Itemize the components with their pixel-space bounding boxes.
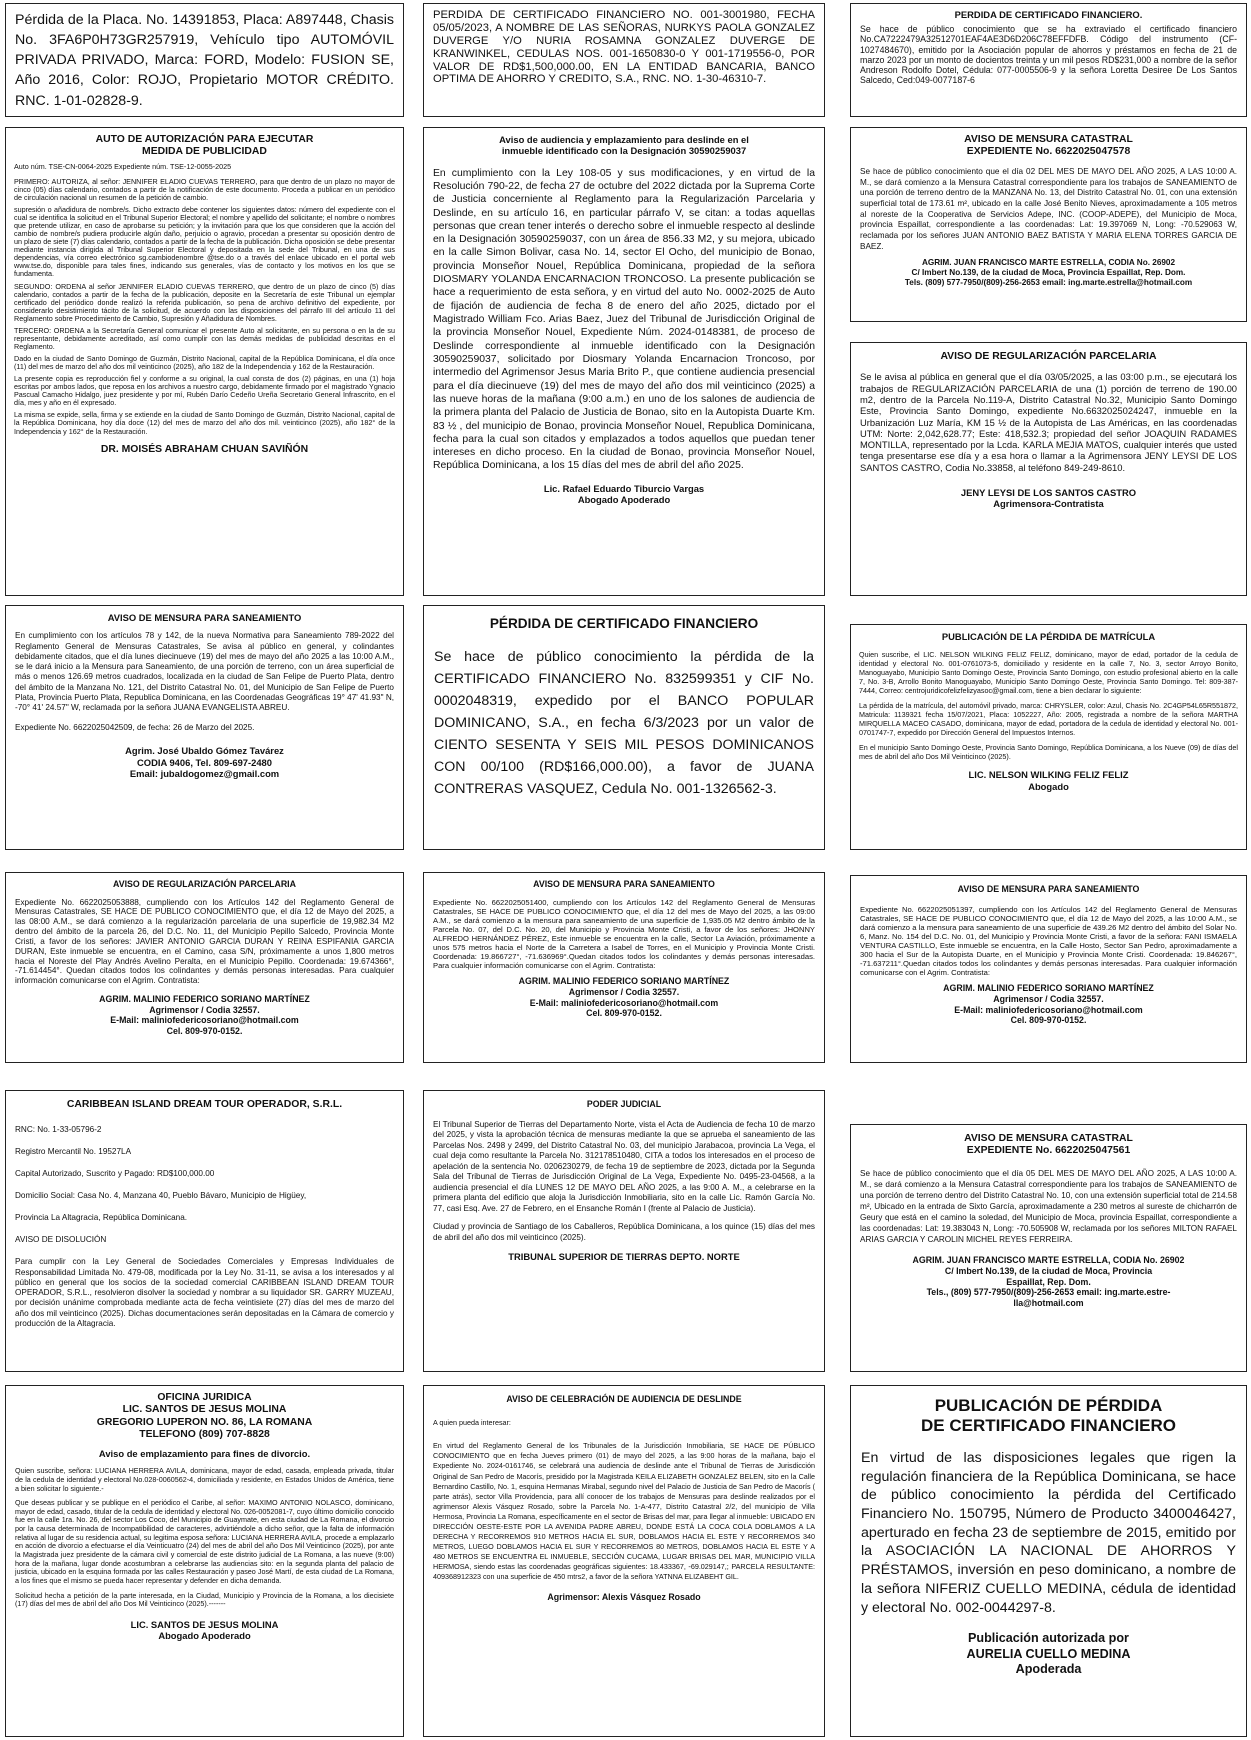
ad-signature: AGRIM. MALINIO FEDERICO SORIANO MARTÍNEZ Agrimensor / Codia 32557. E-Mail: maliniofedericosoriano@hotmail.com Cel. 809-970-0152. [943,983,1154,1026]
ad-paragraph: Solicitud hecha a petición de la parte interesada, en la Ciudad, Municipio y Provincia de la Romana, a los diecisiete (17) días del mes de abril del año Dos Mil Veinticinco (2025).------- [15,1590,394,1609]
ad-body: Se hace de público conocimiento la pérdida de la CERTIFICADO FINANCIERO No. 832599351 y CIF No. 0002048319, expedido por el BANCO POPULAR DOMINICANO, S.A., en fecha 6/3/2023 por un valor de CIENTO SESENTA Y SEIS MIL PESOS DOMINICANOS CON 00/100 (RD$166,000.00), a favor de JUANA CONTRERAS VASQUEZ, Cedula No. 001-1326562-3. [434,649,814,798]
ad-signature: DR. MOISÉS ABRAHAM CHUAN SAVIÑÓN [100,443,309,455]
ad-paragraph: SEGUNDO: ORDENA al señor JENNIFER ELADIO CUEVAS TERRERO, que dentro de un plazo de cinco (5) días calendario, contados a partir de la fecha de la publicación, deposite en la Secretaría de este Tribunal un ejemplar certificado del periódico donde realizó la referida publicación, so pena de archivo definitivo del expediente, por considerarlo desistimiento tácito de la solicitud, de acuerdo con las disposiciones del párrafo III del artículo 11 del Reglamento sobre Procedimiento de Cambio, Supresión y Añadidura de Nombres. [14,281,395,323]
ad-title: PÉRDIDA DE CERTIFICADO FINANCIERO [489,616,759,631]
ad-signature: Lic. Rafael Eduardo Tiburcio Vargas Abogado Apoderado [543,482,705,506]
ad-body: En cumplimiento con los artículos 78 y 142, de la nueva Normativa para Saneamiento 789-2022 del Reglamento General de Mensuras Catastrales, Se avisa al público en general, y colindantes debidamente citados, que el día lunes diecinueve (19) del mes de mayo del año 2025 a las 10:00 A.M., se le dará inicio a la Mensura para Saneamiento, de una porción de terreno, con un área superficial de más o menos 126.69 metros cuadrados, localizada en la ciudad de San Felipe de Puerto Plata, dentro del ámbito de la Manzana No. 121, del Distrito Catastral No. 01, del Municipio de San Felipe de Puerto Plata, Provincia Puerto Plata, Republica Dominicana, en las Coordenadas Geográficas 19° 47' 41.93" N, -70° 41' 24.57" W, reclamada por la señora JUANA EVANGELISTA ABREU. [15,631,394,713]
ad-signature: JENY LEYSI DE LOS SANTOS CASTRO Agrimensora-Contratista [960,487,1137,510]
ad-title: PERDIDA DE CERTIFICADO FINANCIERO. [954,9,1143,20]
ad-paragraph: supresión o añadidura de nombre/s. Dicho extracto debe contener los siguientes datos: número del expediente con el cual se identifica la solicitud en el Tribunal Superior Electoral; el nombre y apellido del solicitante; el nombre o nombres que pretende utilizar, en caso de aprobarse su petición; y la invitación para que los que consideren que la acción del cambio de nombre/s pudiera producirle algún daño, perjuicio o agravio, procedan a presentar su oposición dentro de un plazo de siete (7) días calendario, contados a partir de la fecha de la publicación. Dicha oposición se debe presentar mediante instancia dirigida al Tribunal Superior Electoral y depositada en la sede del Tribunal, en una de sus dependencias, vía correo electrónico sg.cambiodenombre @tse.do o a través del enlace ubicado en el portal web www.tse.do, disponible para tales fines, indicando sus generales, vías de contacto y los motivos en los que se fundamenta. [14,204,395,279]
ad-hearing-notice-deslinde [423,127,825,596]
ad-paragraph: Dado en la ciudad de Santo Domingo de Guzmán, Distrito Nacional, capital de la República Dominicana, el día once (11) del mes de marzo del año dos mil veinticinco (2025), año 182 de la Independencia y 162 de la Restauración. [14,354,395,372]
ad-title: PODER JUDICIAL [586,1099,662,1109]
ad-title: AVISO DE MENSURA CATASTRAL EXPEDIENTE No. 6622025047561 [964,1133,1133,1157]
ad-sanitation-survey-1 [5,605,404,850]
ad-license-plate-loss [5,3,404,117]
ad-greeting: A quien pueda interesar: [433,1417,511,1427]
ad-signature: LIC. SANTOS DE JESUS MOLINA Abogado Apoderado [130,1618,279,1642]
ad-paragraph: TERCERO: ORDENA a la Secretaría General comunicar el presente Auto al solicitante, en su persona o en la de su representante, debidamente acreditado, así como cumplir con las demás medidas de publicidad descritas en el Reglamento. [14,325,395,351]
ad-body: El Tribunal Superior de Tierras del Departamento Norte, vista el Acta de Audiencia de fecha 10 de marzo del 2025, y vista la aprobación técnica de mensuras mediante la que se aprueba el saneamiento de las Parcelas Nos. 2498 y 2499, del Distrito Catastral No. 03, del municipio Jarabacoa, provincia La Vega, el cual deja como resultante la Parcela No. 312178510480, CITA a todos los interesados en el proceso de apelación de la sentencia No. 0206230279, de fecha 19 de septiembre de 2023, dictada por la Segunda Sala del Tribunal de Tierras de Jurisdicción Original de La Vega, Expediente No. 0495-23-04568, a la audiencia presencial el día LUNES 12 DE MAYO DEL AÑO 2025, a las 9:00 A. M., a celebrarse en la primera planta del edificio que aloja la Jurisdicción Inmobiliaria, sito en la calle Lic. Ramón García No. 77, casi Esq. Ave. 27 de Febrero, en el Ensanche Román I (frente al Palacio de Justicia). [433,1119,815,1213]
ad-parcel-regularization-2 [5,872,404,1063]
ad-financial-certificate-loss-2 [850,3,1247,117]
ad-body: Se hace de público conocimiento que el día 05 DEL MES DE MAYO DEL AÑO 2025, A LAS 10:00 A. M., se dará comienzo a la Mensura Catastral correspondiente para los trabajos de SANEAMIENTO de una porción de terreno dentro del Distrito Catastral No. 10, con una extensión superficial total de 214.58 m², Ubicado en la entrada de Sixto García, aproximadamente a 230 metros al sureste de chicharrón de Geury que está en el camino la soledad, del Municipio de Moca, provincia Espaillat, correspondiente a las coordenadas: Lat: 19.383043 N, Long: -70.505908 W, reclamada por los señores MILTON RAFAEL ARIAS GARCIA Y CAROLIN MICHEL REYES FERREIRA. [860,1168,1237,1245]
ad-signature: Publicación autorizada por AURELIA CUELLO MEDINA Apoderada [966,1631,1131,1676]
ad-financial-certificate-loss-4 [850,1385,1247,1737]
ad-reference: Auto núm. TSE-CN-0064-2025 Expediente núm. TSE-12-0055-2025 [14,161,232,171]
ad-title: AVISO DE MENSURA PARA SANEAMIENTO [107,612,302,623]
ad-signature: AGRIM. JUAN FRANCISCO MARTE ESTRELLA, CODIA No. 26902 C/ Imbert No.139, de la ciudad de Moca, Provincia Espaillat, Rep. Dom. Tels. (809) 577-7950/(809)-256-2653 email: ing.marte.estrella@hotmail.com [904,258,1193,287]
ad-body: Expediente No. 6622025051397, cumpliendo con los Artículos 142 del Reglamento General de Mensuras Catastrales, SE HACE DE PUBLICO CONOCIMIENTO que, el día 12 de Mayo del 2025, a las 10:00 A.M., se dará comienzo a la mensura para saneamiento de una superficie de 439.26 M2 dentro del ámbito del Solar No. 6, Manz. No. 154 del D.C. No. 01, del Municipio y Provincia Monte Cristi, a favor de la señora: FANI ISMAELA VENTURA CASTILLO, Este inmueble se encuentra, en la Calle Hosto, Sector San Pedro, aproximadamente a 300 hacia el Sur de la Autopista Duarte, en el Municipio y Provincia Monte Cristi. Coordenada: 19.846267°, -71.637211°.Quedan citados todos los colindantes y demás personas interesadas. Para cualquier información comunicarse con el Agrim. Contratista: [860,904,1237,978]
ad-notice-heading: AVISO DE DISOLUCIÓN [15,1235,107,1245]
ad-title: Aviso de audiencia y emplazamiento para deslinde en el inmueble identificado con la Designación 30590259037 [499,134,749,157]
ad-paragraph: PRIMERO: AUTORIZA, al señor: JENNIFER ELADIO CUEVAS TERRERO, para que dentro de un plazo no mayor de cinco (05) días calendario, contados a partir de la notificación de este documento. Proceda a publicar en un periódico de circulación nacional un resumen de la petición de cambio. [14,176,395,202]
ad-paragraph: Quien suscribe, el LIC. NELSON WILKING FELIZ FELIZ, dominicano, mayor de edad, portador de la cedula de identidad y electoral No. 001-0761073-5, domiciliado y residente en la calle 7, No. 3, sector Arroyo Bonito, Manoguayabo, Municipio Santo Domingo Oeste, Provincia Santo Domingo, con estudio profesional abierto en la calle 7, No. 3-B, Arrollo Bonito Manoguayabo, Municipio Santo Domingo Oeste, Provincia Santo Domingo. Tel: 809-387-7444, Correo: centrojuridicofelizfelizyasoc@gmail.com, tiene a bien declarar lo siguiente: [859,650,1238,696]
ad-paragraph: Que deseas publicar y se publique en el periódico el Caribe, al señor: MAXIMO ANTONIO NOLASCO, dominicano, mayor de edad, casado, titular de la cedula de identidad y electoral No. 026-0052081-7, cuyo último domicilio conocido fue en la calle 1ra. No. 26, del sector Los Coco, del Municipio de Guaymate, en esta ciudad de La Romana, el divorcio por la causa determinada de Incompatibilidad de caracteres, advirtiéndole a dicho señor, que la falta de información relativa al lugar de su residencia actual, su legitima esposa señora: LUCIANA HERRERA AVILA, procede a emplazarlo en acción de divorcio a efectuarse el día Veinticuatro (24) del mes de abril del año Dos Mil Veinticinco (2025), por ante la Magistrada juez presidente de la cámara civil y comercial de este distrito judicial de La Romana, a las nueve (9:00) hora de la mañana, lugar donde acostumbran a celebrarse las audiencias sito: en la segunda planta del palacio de justicia, ubicado en la esquina formada por las calles Restauración y paseo José Martí, de esta ciudad de La Romana, a los fines que el mismo se pueda hacer representar y defender en dicha demanda. [15,1498,394,1585]
ad-body: Expediente No. 6622025053888, cumpliendo con los Artículos 142 del Reglamento General de Mensuras Catastrales, SE HACE DE PUBLICO CONOCIMIENTO que, el día 12 de Mayo del 2025, a las 08:00 A.M., se dará comienzo a la regularización parcelaria de una superficie de 19,982.34 M2 dentro del ámbito de la parcela 26, del D.C. No. 11, del Municipio Pepillo Salcedo, Provincia Monte Cristi, a favor de los señores: JAVIER ANTONIO GARCIA DURAN Y REINA ESPIFANIA GARCIA DURAN, Este inmueble se encuentra, en el Camino, casa S/N, próximamente a unos 1,800 metros hacia el Noreste del Play Andrés Avelino Peralta, en el Municipio Pepillo. Coordenada: 19.674366°, -71.614454°. Quedan citados todos los colindantes y demás personas interesadas. Para cualquier información comunicarse con el Agrim. Contratista: [15,897,394,986]
ad-divorce-summons [5,1385,404,1737]
ad-signature: AGRIM. JUAN FRANCISCO MARTE ESTRELLA, CODIA No. 26902 C/ Imbert No.139, de la ciudad de Moca, Provincia Espaillat, Rep. Dom. Tels., (809) 577-7950/(809)-256-2653 email: ing.marte.estre- lla@hotmail.com [912,1255,1185,1308]
ad-body: Pérdida de la Placa. No. 14391853, Placa: A897448, Chasis No. 3FA6P0H73GR257919, Vehículo tipo AUTOMÓVIL PRIVADA PRIVADO, Marca: FORD, Modelo: FUSION SE, Año 2016, Color: ROJO, Propietario MOTOR CRÉDITO. RNC. 1-01-02828-9. [15,12,394,109]
ad-parcel-regularization-1 [850,342,1247,596]
ad-deslinde-hearing [423,1385,825,1737]
ad-title: AVISO DE MENSURA PARA SANEAMIENTO [533,879,715,889]
ad-title: PUBLICACIÓN DE PÉRDIDA DE CERTIFICADO FINANCIERO [921,1396,1176,1436]
ad-body: Expediente No. 6622025051400, cumpliendo con los Artículos 142 del Reglamento General de Mensuras Catastrales, SE HACE DE PUBLICO CONOCIMIENTO que, el día 12 del mes de Mayo del 2025, a las 09:00 A.M., se dará comienzo a la mensura para saneamiento de una superficie de 1,935.05 M2 dentro ámbito de la Parcela No. 07, del D.C. No. 20, del Municipio y Provincia Monte Cristi, a favor de los señores: JHONNY ALFREDO HERNÁNDEZ PÉREZ, Este inmueble se encuentra en la calle, Sector La Aviación, próximamente a unos 575 metros hacia el Norte de la Carretera a Isabel de Torres, en el Municipio y Provincia Monte Cristi. Coordenada: 19.866727°, -71.636969°.Quedan citados todos los colindantes y demás personas interesadas. Para cualquier información comunicarse con el Agrim. Contratista: [433,897,815,971]
ad-sanitation-survey-2 [423,872,825,1063]
ad-domicile: Domicilio Social: Casa No. 4, Manzana 40, Pueblo Bávaro, Municipio de Higüey, [15,1191,307,1201]
ad-paragraph: La presente copia es reproducción fiel y conforme a su original, la cual consta de dos (2) páginas, en una (1) hoja escritas por ambos lados, que reposa en los archivos a nuestro cargo, debidamente firmado por el magistrado Ygnacio Pascual Camacho Hidalgo, juez presidente y por mí, Rubén Darío Cedeño Ureña Secretario General Infrascrito, en el día, mes y año en él expresado. [14,374,395,408]
ad-cadastral-survey-2 [850,1124,1247,1372]
ad-body: Se hace de público conocimiento que se ha extraviado el certificado financiero No.CA7222479A32512701EAF4AE3D6D206C78EFFDFB. Código del instrumento (CF-1027484670), emitido por la Asociación popular de ahorros y préstamos en fecha de 21 de marzo 2023 por un monto de docientos treinta y un mil pesos RD$231,000 a nombre de la señor Andreson Rodolfo Dotel, Cédula: 077-0005506-9 y la señora Loretta Desiree De Los Santos Salcedo, Ced:049-0077187-6 [860,24,1237,85]
ad-paragraph: La pérdida de la matrícula, del automóvil privado, marca: CHRYSLER, color: Azul, Chasis No. 2C4GP54L65R551872, Matricula: 1139321 fecha 15/07/2021, Placa: 1052227, Año: 2005, registrada a nombre de la señora MARTHA MIRQUELLA MACEO CASADO, dominicana, mayor de edad, portadora de la cedula de identidad y electoral No. 001-0701747-7, expedido por Dirección General del Impuestos Internos. [859,701,1238,738]
ad-body: Se le avisa al pública en general que el día 03/05/2025, a las 03:00 p.m., se ejecutará los trabajos de REGULARIZACIÓN PARCELARIA de una (1) porción de terreno de 190.00 m2, dentro de la Parcela No.119-A, Distrito Catastral No.32, Municipio Santo Domingo Este, Provincia Santo Domingo, expediente No.6632025024247, inmueble en la Urbanización Luz María, KM 15 ½ de la Autopista de Las Américas, en las coordenadas UTM: Norte: 2,042,628.77; Este: 418,532.3; propiedad del señor JOAQUIN RADAMES MONTILLA, representado por la Lcda. KARLA MEJIA MATOS, cualquier interés que usted tenga presentarse ese día y a esa hora o llamar a la Agrimensora JENY LEYSI DE LOS SANTOS CASTRO, Codia No.33858, al teléfono 849-249-8610. [860,371,1237,473]
ad-body: En virtud del Reglamento General de los Tribunales de la Jurisdicción Inmobiliaria, SE HACE DE PÚBLICO CONOCIMIENTO que en fecha Jueves primero (01) de mayo del 2025, a las 9:00 horas de la mañana, bajo el Expediente No. 2024-0161746, se celebrará una audiencia de deslinde ante el Tribunal de Tierras de Jurisdicción Original de San Pedro de Macorís, presidido por la Magistrada KEILA ELIZABETH GONZALEZ BELEN, sito en la Calle Bernardino Castillo, No. 1, esquina Hermanas Mirabal, segundo nivel del Palacio de Justicia de San Pedro de Macorís ( parte atrás), sector Villa Providencia, para allí conocer de los trabajos de Mensuras para deslinde realizados por el agrimensor Alexis Vásquez Rosado, sobre la Parcela No. 1-A-477, Distrito Catastral 2/2, del municipio de Villa Hermosa, Provincia La Romana, específicamente en el sector de Brisas del mar, para llegar al inmueble: UBICADO EN DIRECCIÓN OESTE-ESTE POR LA AVENIDA PADRE ABREU, DONDE ESTÁ LA COCA COLA DOBLAMOS A LA DERECHA Y RECORREMOS 910 METROS HACIA EL SUR, DOBLAMOS HACIA EL ESTE Y RECORREMOS 340 METROS, LUEGO DOBLAMOS HACIA EL SUR Y RECORREMOS 80 METROS, DOBLAMOS HACIA EL ESTE Y A 480 METROS SE ENCUENTRA EL INMUEBLE, SECCIÓN CUCAMA, LUGAR BRISAS DEL MAR, MUNICIPIO VILLA HERMOSA, siendo estas las coordenadas geográficas siguientes: 18.433367, -69.029147,; PARCELA RESULTANTE: 409368912323 con una superficie de 450 mtrs2, a favor de la señora YATNNA ELIZABEHT GIL. [433,1441,815,1582]
ad-signature: Agrim. José Ubaldo Gómez Tavárez CODIA 9406, Tel. 809-697-2480 Email: jubaldogomez@gmail.com [125,745,284,779]
ad-title: AUTO DE AUTORIZACIÓN PARA EJECUTAR MEDIDA DE PUBLICIDAD [95,134,314,158]
ad-subtitle: Aviso de emplazamiento para fines de divorcio. [98,1447,311,1459]
ad-judicial-power [423,1090,825,1372]
ad-body: Para cumplir con la Ley General de Sociedades Comerciales y Empresas Individuales de Responsabilidad Limitada No. 479-08, modificada por la Ley No. 31-11, se avisa a los interesados y al público en general que los socios de la sociedad comercial CARIBBEAN ISLAND DREAM TOUR OPERADOR, S.R.L., resolvieron disolver la sociedad y nombrar a su liquidador SR. GARRY MUZEAU, por decisión unánime comprobada mediante acta de fecha veintisiete (27) días del mes de marzo del año dos mil veinticinco (2025). Dichas documentaciones serán depositadas en la Cámara de comercio y producción de la Altagracia. [15,1257,394,1328]
ad-title: AVISO DE REGULARIZACIÓN PARCELARIA [940,351,1157,362]
ad-title: AVISO DE CELEBRACIÓN DE AUDIENCIA DE DESLINDE [506,1394,742,1404]
ad-financial-certificate-loss-1 [423,3,825,117]
ad-title: OFICINA JURIDICA LIC. SANTOS DE JESUS MOLINA GREGORIO LUPERON NO. 86, LA ROMANA TELEFONO (809) 707-8828 [96,1392,313,1441]
ad-title: AVISO DE REGULARIZACIÓN PARCELARIA [113,879,296,889]
ad-sanitation-survey-3 [850,875,1247,1063]
ad-signature: TRIBUNAL SUPERIOR DE TIERRAS DEPTO. NORTE [508,1251,740,1263]
ad-rnc: RNC: No. 1-33-05796-2 [15,1125,102,1135]
ad-authorization-order [5,127,404,596]
ad-body: Se hace de público conocimiento que el día 02 DEL MES DE MAYO DEL AÑO 2025, A LAS 10:00 A. M., se dará comienzo a la Mensura Catastral correspondiente para los trabajos de SANEAMIENTO de una porción de terreno dentro de la MANZANA No. 13, del Distrito Catastral No. 01, con una extensión superficial total de 173.61 m², ubicado en la calle José Benito Nieves, aproximadamente a 105 metros al noreste de la Cooperativa de Servicios Adepe, INC. (COOP-ADEPE), del Municipio de Moca, provincia Espaillat, correspondiente a las coordenadas: Lat: 19.397069 N, Long: -70.529063 W, reclamada por los señores JUAN ANTONIO BAEZ BATISTA Y MARIA ELENA TORRES GARCIA DE BAEZ. [860,166,1237,251]
ad-capital: Capital Autorizado, Suscrito y Pagado: RD$100,000.00 [15,1169,215,1179]
ad-body: En virtud de las disposiciones legales que rigen la regulación financiera de la República Dominicana, se hace de público conocimiento la pérdida del Certificado Financiero No. 150795, Número de Producto 3400046427, aperturado en fecha 23 de septiembre de 2015, emitido por la ASOCIACIÓN LA NACIONAL DE AHORROS Y PRÉSTAMOS, inversión en peso dominicano, a nombre de la señora NIFERIZ CUELLO MEDINA, cédula de identidad y electoral No. 002-0044297-8. [861,1449,1236,1616]
ad-registration-loss [850,624,1247,850]
ad-title: CARIBBEAN ISLAND DREAM TOUR OPERADOR, S.R.L. [66,1099,343,1110]
ad-financial-certificate-loss-3 [423,605,825,850]
ad-company-dissolution [5,1090,404,1372]
ad-signature: LIC. NELSON WILKING FELIZ FELIZ Abogado [968,769,1129,792]
ad-body: PERDIDA DE CERTIFICADO FINANCIERO NO. 001-3001980, FECHA 05/05/2023, A NOMBRE DE LAS SEÑORAS, NURKYS PAOLA GONZALEZ DUVERGE Y/O NURIA ROSAMNA GONZALEZ DUVERGE DE KRANWINKEL, CEDULAS NOS. 001-1650830-0 Y 001-1719556-0, POR VALOR DE RD$1,500,000.00, EN LA ENTIDAD BANCARIA, BANCO OPTIMA DE AHORRO Y CREDITO, S.A., RNC. NO. 1-30-46310-7. [433,9,815,86]
ad-paragraph: Ciudad y provincia de Santiago de los Caballeros, República Dominicana, a los quince (15) días del mes de abril del año dos mil veinticinco (2025). [433,1222,815,1242]
ad-body: En cumplimiento con la Ley 108-05 y sus modificaciones, y en virtud de la Resolución 790-22, de fecha 27 de octubre del 2022 dictada por la Suprema Corte de Justicia concerniente al Reglamento para la Regularización Parcelaria y Deslinde, en su artículo 16, en particular párrafo V, se citan: a todas aquellas personas que crean tener interés o derecho sobre el inmueble respecto al deslinde en la Designación 30590259037, con un área de 856.33 M2, y su mejora, ubicado en la calle Simon Bolivar, casa No. 14, sector El Ocho, del municipio de Bonao, provincia Monseñor Nouel, República Dominicana, propiedad de la señora DIOSMARY YOLANDA ENCARNACION TRONCOSO. La presente publicación se hace a requerimiento de esta señora, y en virtud del auto No. 0002-2025 de Auto de fijación de audiencia de fecha 8 de enero del año 2025, dictado por el Magistrado William Fco. Arias Baez, Juez del Tribunal de Jurisdicción Original de la provincia Monseñor Nouel, Expediente Núm. 2024-0148381, de proceso de Deslinde correspondiente al inmueble identificado con la Designación 30590259037, solicitado por Diosmary Yolanda Encarnacion Troncoso, por intermedio del Agrimensor Jesus Maria Brito P., que contiene audiencia presencial para el día diecinueve (19) del mes de mayo del año dos mil veinticinco (2025) a las nueve horas de la mañana (9:00 a.m.) en uno de los salones de audiencia de la primera planta del Palacio de Justicia de Bonao, sito en la Autopista Duarte Km. 83 ½ , del municipio de Bonao, provincia Monseñor Nouel, Republica Dominicana, fecha para la cual son citados y emplazados a todos aquellos que puedan tener intereses en dicho proceso. En la ciudad de Bonao, provincia Monseñor Nouel, República Dominicana, a los 15 días del mes de abril del año 2025. [433,167,815,472]
ad-title: PUBLICACIÓN DE LA PÉRDIDA DE MATRÍCULA [941,631,1156,642]
ad-province: Provincia La Altagracia, República Dominicana. [15,1213,188,1223]
ad-signature: Agrimensor: Alexis Vásquez Rosado [547,1592,701,1603]
ad-paragraph: La misma se expide, sella, firma y se extiende en la ciudad de Santo Domingo de Guzmán, Distrito Nacional, capital de la República Dominicana, hoy día doce (12) del mes de marzo del año dos mil. veinticinco (2025), año 182° de la Independencia y 162° de la Restauración. [14,410,395,436]
ad-title: AVISO DE MENSURA PARA SANEAMIENTO [957,884,1140,894]
ad-title: AVISO DE MENSURA CATASTRAL EXPEDIENTE No. 6622025047578 [964,134,1133,158]
ad-paragraph: En el municipio Santo Domingo Oeste, Provincia Santo Domingo, República Dominicana, a los Nueve (09) de días del mes de abril del año Dos Mil Veinticinco (2025). [859,743,1238,762]
ad-file-number: Expediente No. 6622025042509, de fecha: 26 de Marzo del 2025. [15,723,255,733]
ad-signature: AGRIM. MALINIO FEDERICO SORIANO MARTÍNEZ Agrimensor / Codia 32557. E-Mail: maliniofedericosoriano@hotmail.com Cel. 809-970-0152. [518,976,730,1019]
ad-signature: AGRIM. MALINIO FEDERICO SORIANO MARTÍNEZ Agrimensor / Codia 32557. E-Mail: maliniofedericosoriano@hotmail.com Cel. 809-970-0152. [99,994,310,1036]
ad-paragraph: Quien suscribe, señora: LUCIANA HERRERA AVILA, dominicana, mayor de edad, casada, empleada privada, titular de la cedula de identidad y electoral No.028-0060562-4, domiciliada y residente, en Estados Unidos de América, tiene a bien solicitar lo siguiente.- [15,1466,394,1493]
ad-mercantile-registry: Registro Mercantil No. 19527LA [15,1147,132,1157]
ad-cadastral-survey-1 [850,127,1247,322]
